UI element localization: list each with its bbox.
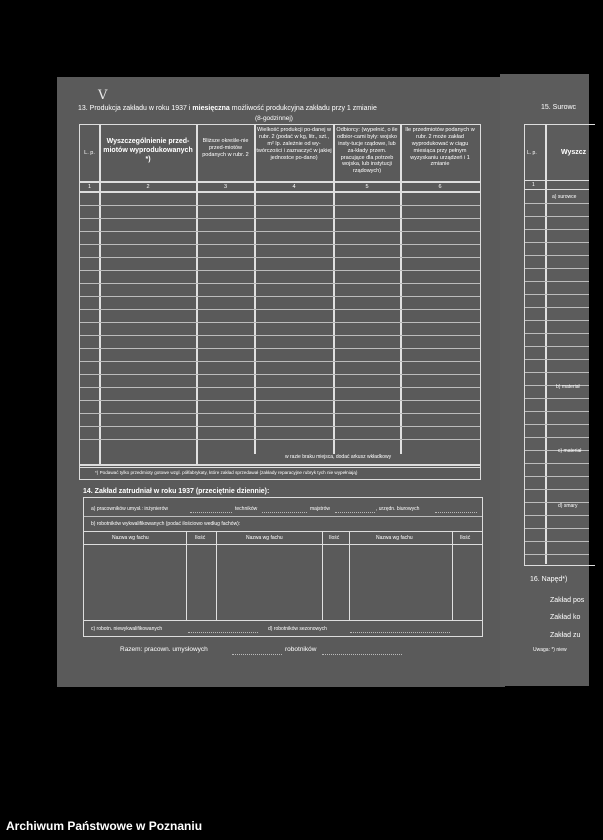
header-separator: [525, 189, 589, 190]
ruled-line: [525, 528, 589, 529]
col-divider: [349, 531, 350, 620]
colnum-6: 6: [438, 184, 442, 190]
count-header-1: Ilość: [195, 535, 206, 541]
fill-line: [190, 512, 232, 513]
row-c-unskilled: c) robotn. niewykwalifikowanych: [91, 626, 163, 632]
ruled-line: [525, 281, 589, 282]
row-separator: [84, 516, 482, 517]
ruled-line: [80, 270, 480, 271]
ruled-line: [525, 307, 589, 308]
row-a-engineers: a) pracowników umysł.: inżynierów: [91, 506, 168, 512]
ruled-line: [80, 348, 480, 349]
ruled-line: [80, 218, 480, 219]
ruled-line: [80, 361, 480, 362]
ruled-line: [525, 398, 589, 399]
handwritten-mark: V: [98, 88, 108, 103]
ruled-line: [80, 400, 480, 401]
fill-line: [322, 654, 402, 655]
ruled-line: [525, 216, 589, 217]
raw-materials-table: [524, 124, 595, 566]
col-divider: [452, 531, 453, 620]
ruled-line: [80, 413, 480, 414]
ruled-line: [525, 320, 589, 321]
ruled-line: [525, 359, 589, 360]
ruled-line: [525, 411, 589, 412]
fill-line: [350, 632, 450, 633]
col-divider: [400, 124, 402, 454]
row-d-seasonal: d) robotników sezonowych: [268, 626, 327, 632]
trade-header-2: Nazwa wg fachu: [246, 535, 283, 541]
header-separator: [80, 191, 480, 193]
section16-row-3: Zakład zu: [550, 632, 581, 639]
count-header-2: Ilość: [329, 535, 340, 541]
colnum-3: 3: [223, 184, 228, 190]
ruled-line: [80, 257, 480, 258]
ruled-line: [525, 502, 589, 503]
ruled-line: [80, 439, 480, 440]
raw-item-b: b) materiał: [556, 384, 580, 390]
row-a-technicians: techników: [235, 506, 258, 512]
fill-line: [262, 512, 307, 513]
col-divider: [186, 531, 187, 620]
col-divider: [196, 124, 198, 466]
section13-title-bold: miesięczna: [192, 105, 230, 112]
row-separator: [84, 531, 482, 532]
section13-title-suffix: możliwość produkcyjna zakładu przy 1 zmianie: [231, 105, 377, 112]
col-divider: [216, 531, 217, 620]
trade-header-1: Nazwa wg fachu: [112, 535, 149, 541]
ruled-line: [80, 205, 480, 206]
ruled-line: [525, 463, 589, 464]
header-lp: L. p.: [84, 150, 95, 156]
header-recipients: Odbiorcy: (wypełnić, o ile odbior-cami były: wojsko insty-tucje rządowe, lub za-kłady przem. pracujące dla potrzeb wojska, lub instytucji rządowych): [336, 127, 398, 175]
header-separator: [80, 181, 480, 183]
ruled-line: [80, 374, 480, 375]
ruled-line: [525, 333, 589, 334]
raw-lp-header: L. p.: [527, 150, 537, 156]
fill-line: [232, 654, 282, 655]
ruled-line: [525, 541, 589, 542]
header-volume: Wielkość produkcji po-danej w rubr. 2 (podać w kg, litr., szt., m² lp. zależnie od wy-twórczości i zaznaczyć w jakiej jednostce po-dano): [256, 127, 332, 161]
fill-line: [435, 512, 477, 513]
footnote-box: [79, 464, 481, 480]
section16-row-1: Zakład pos: [550, 597, 585, 604]
ruled-line: [80, 244, 480, 245]
ruled-line: [525, 372, 589, 373]
section16-row-2: Zakład ko: [550, 614, 581, 621]
colnum-2: 2: [146, 184, 150, 190]
section13-title: [78, 105, 377, 112]
extra-sheet-note: w razie braku miejsca, dodać arkusz wkładkowy: [285, 454, 392, 460]
ruled-line: [80, 387, 480, 388]
row-b-skilled: b) robotników wykwalifikowanych (podać ilościowo według fachów):: [91, 521, 241, 527]
fill-line: [188, 632, 258, 633]
raw-item-c: c) materiał: [558, 448, 582, 454]
colnum-5: 5: [365, 184, 369, 190]
ruled-line: [525, 554, 589, 555]
ruled-line: [525, 268, 589, 269]
fill-line: [335, 512, 375, 513]
section13-title-prefix: 13. Produkcja zakładu w roku 1937 i: [78, 105, 191, 112]
ruled-line: [525, 255, 589, 256]
section15-title: 15. Surowc: [541, 104, 577, 111]
archive-watermark: Archiwum Państwowe w Poznaniu: [6, 819, 203, 833]
ruled-line: [525, 294, 589, 295]
count-header-3: Ilość: [460, 535, 471, 541]
total-mental-workers: Razem: pracown. umysłowych: [120, 646, 208, 653]
col-divider: [322, 531, 323, 620]
ruled-line: [525, 346, 589, 347]
ruled-line: [80, 283, 480, 284]
ruled-line: [525, 424, 589, 425]
raw-item-a: a) surowce: [552, 194, 577, 200]
ruled-line: [80, 231, 480, 232]
ruled-line: [525, 476, 589, 477]
header-items: Wyszczególnienie przed-miotów wyprodukowanych *): [103, 138, 193, 163]
ruled-line: [525, 203, 589, 204]
ruled-line: [525, 489, 589, 490]
col-divider: [99, 124, 101, 466]
raw-items-header: Wyszcz: [561, 149, 587, 156]
ruled-line: [80, 335, 480, 336]
row-separator: [84, 544, 482, 545]
employment-table: [83, 497, 483, 637]
footnote: *) Podawać tylko przedmioty gotowe wzgl. półfabrykaty, które zakład sprzedawał (zakłady reparacyjne rubryk tych nie wypełniają): [95, 470, 358, 475]
row-separator: [84, 620, 482, 621]
header-capacity: Ile przedmiotów podanych w rubr. 2 może zakład wyprodukować w ciągu miesiąca przy pełnym wyzyskaniu urządzeń i 1 zmianie: [405, 127, 475, 168]
trade-header-3: Nazwa wg fachu: [376, 535, 413, 541]
raw-item-d: d) smary: [558, 503, 578, 509]
ruled-line: [80, 322, 480, 323]
colnum-1: 1: [87, 184, 92, 190]
row-a-clerks: , urzędn. biurowych: [376, 506, 420, 512]
ruled-line: [80, 426, 480, 427]
ruled-line: [525, 515, 589, 516]
colnum-4: 4: [292, 184, 296, 190]
row-a-masters: majstrów: [310, 506, 331, 512]
ruled-line: [525, 242, 589, 243]
col-divider: [545, 124, 547, 564]
ruled-line: [525, 437, 589, 438]
section16-title: 16. Napęd*): [530, 576, 568, 583]
section14-title: 14. Zakład zatrudniał w roku 1937 (przeciętnie dziennie):: [83, 488, 270, 495]
raw-colnum-1: 1: [532, 182, 535, 188]
ruled-line: [80, 309, 480, 310]
ruled-line: [525, 229, 589, 230]
ruled-line: [80, 296, 480, 297]
header-separator: [525, 180, 589, 181]
total-workers: robotników: [285, 646, 317, 653]
section13-subtitle: (8-godzinnej): [255, 115, 293, 122]
header-details: Bliższe określe-nie przed-miotów podanych w rubr. 2: [202, 138, 249, 158]
col-divider: [254, 124, 256, 454]
section16-note: Uwaga: *) niew: [533, 647, 567, 653]
